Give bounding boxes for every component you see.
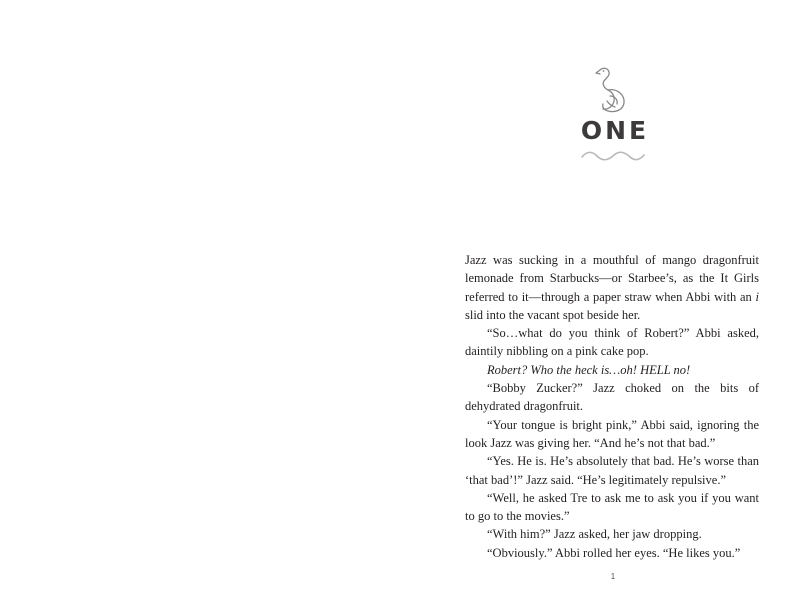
paragraph-2: “So…what do you think of Robert?” Abbi asked, daintily nibbling on a pink cake pop. xyxy=(465,326,759,359)
chapter-body xyxy=(465,251,759,562)
chapter-title: ONE xyxy=(580,116,650,145)
paragraph-8: “With him?” Jazz asked, her jaw dropping. xyxy=(487,527,702,542)
page-number: 1 xyxy=(610,572,616,581)
italic-letter: i xyxy=(755,289,759,304)
paragraph-6: “Yes. He is. He’s absolutely that bad. He’s worse than ‘that bad’!” Jazz said. “He’s legitimately repulsive.” xyxy=(465,454,759,487)
paragraph-1: Jazz was sucking in a mouthful of mango dragonfruit lemonade from Starbucks—or Starbee’s, as the It Girls referred to it—through a paper straw when Abbi with an i slid into the vacant spot beside her. xyxy=(465,253,759,322)
paragraph-7: “Well, he asked Tre to ask me to ask you if you want to go to the movies.” xyxy=(465,490,759,524)
flamingo-icon xyxy=(588,66,632,116)
paragraph-4: “Bobby Zucker?” Jazz choked on the bits of dehydrated dragonfruit. xyxy=(465,381,759,414)
paragraph-5: “Your tongue is bright pink,” Abbi said, ignoring the look Jazz was giving her. “And he’s not that bad.” xyxy=(465,417,759,450)
wave-divider-icon xyxy=(580,150,646,162)
paragraph-3-thought: Robert? Who the heck is…oh! HELL no! xyxy=(487,362,691,377)
paragraph-9: “Obviously.” Abbi rolled her eyes. “He likes you.” xyxy=(487,545,741,560)
